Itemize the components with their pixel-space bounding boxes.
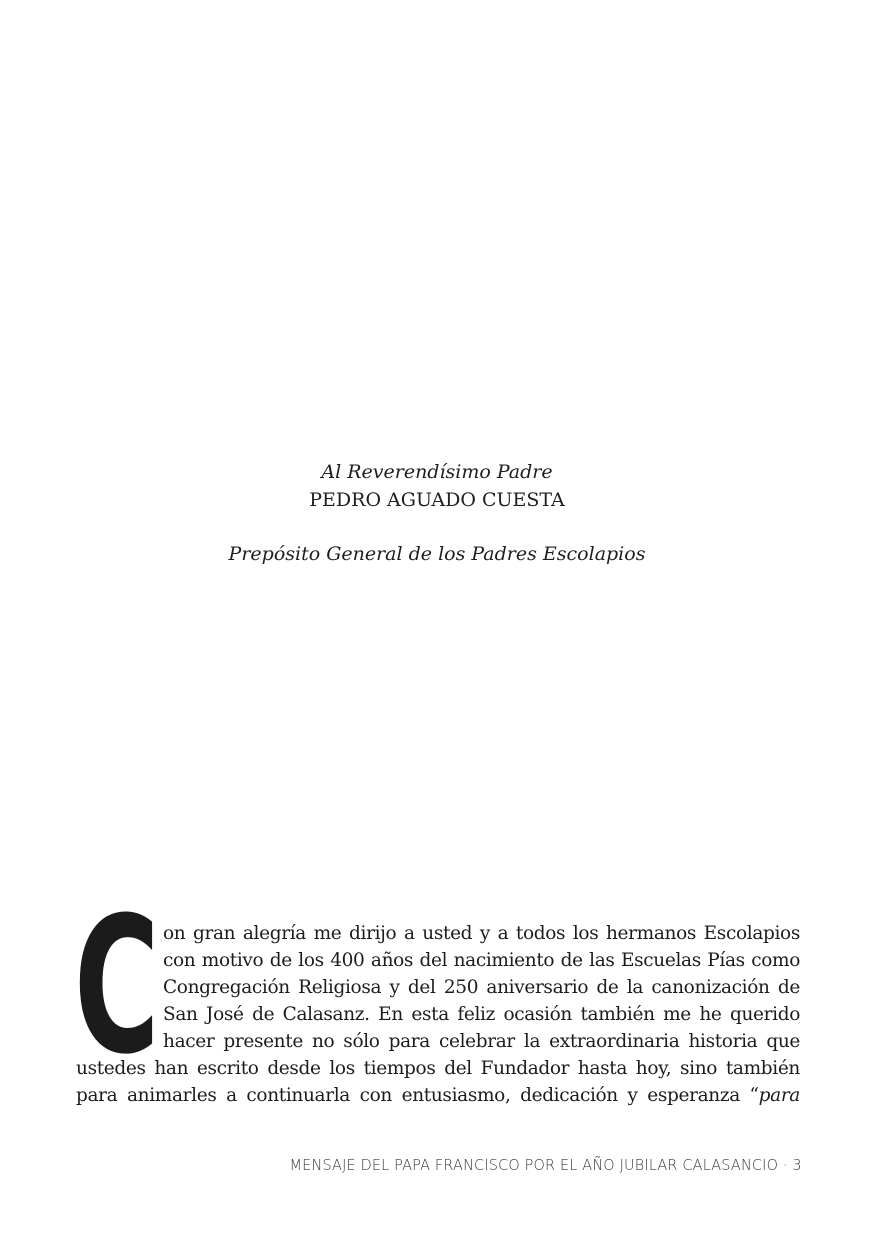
running-footer: MENSAJE DEL PAPA FRANCISCO POR EL AÑO JUBILAR CALASANCIO · 3 [289, 1156, 802, 1174]
addressee-name: PEDRO AGUADO CUESTA [309, 489, 565, 511]
letter-line-7: para animarles a continuarla con entusiasmo, dedicación y esperanza “para [76, 1085, 800, 1106]
letter-line-4: San José de Calasanz. En esta feliz ocasión también me he querido [163, 1004, 800, 1025]
italic-word: para [758, 1085, 800, 1106]
letter-body [76, 920, 800, 1109]
drop-cap: C [74, 877, 160, 1096]
letter-line-2: con motivo de los 400 años del nacimiento de las Escuelas Pías como [163, 950, 800, 971]
spacer [0, 514, 874, 540]
addressee-block [0, 458, 874, 568]
salutation: Al Reverendísimo Padre [321, 461, 553, 483]
letter-line-1: on gran alegría me dirijo a usted y a todos los hermanos Escolapios [163, 923, 800, 944]
letter-line-5: hacer presente no sólo para celebrar la extraordinaria historia que [163, 1031, 800, 1052]
letter-line-3: Congregación Religiosa y del 250 aniversario de la canonización de [163, 977, 800, 998]
letter-line-6: ustedes han escrito desde los tiempos del Fundador hasta hoy, sino también [76, 1058, 800, 1079]
addressee-title: Prepósito General de los Padres Escolapios [228, 543, 646, 565]
